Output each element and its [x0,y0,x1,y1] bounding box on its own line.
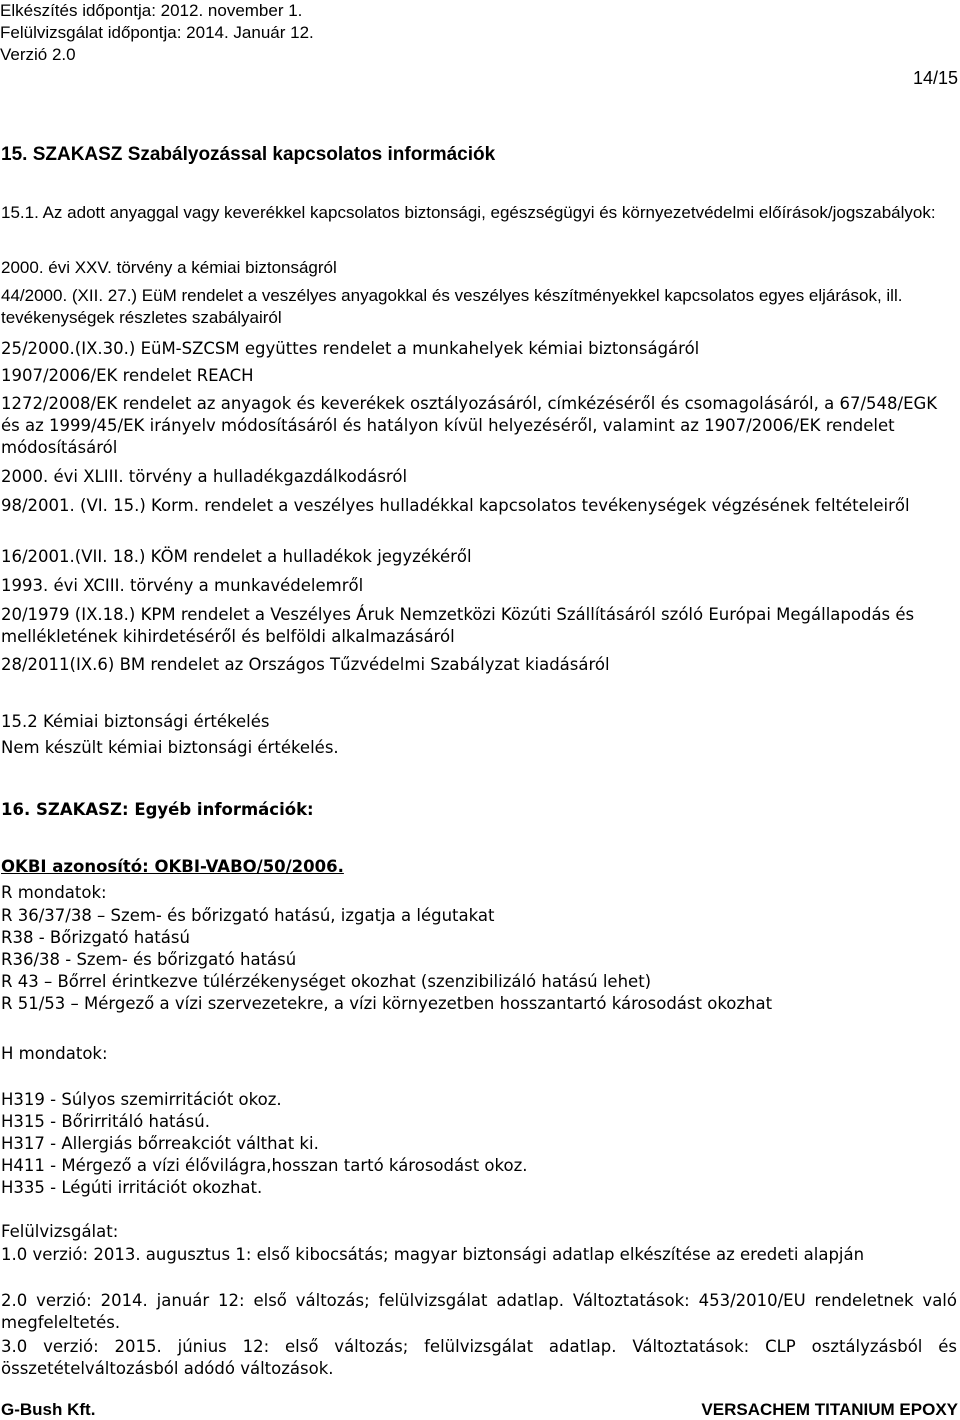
law-item: 1272/2008/EK rendelet az anyagok és keverékek osztályozásáról, címkézéséről és csomagolásáról, a 67/548/EGK és az 1999/45/EK irányelv módosításáról és hatályon kívül helyezéséről, valamint az 1907/2006/EK rendelet módosításáról [1,394,938,457]
review-label: Felülvizsgálat: [1,1222,119,1241]
header-reviewed: Felülvizsgálat időpontja: 2014. Január 12. [0,23,314,42]
h-phrase: H411 - Mérgező a vízi élővilágra,hosszan tartó károsodást okoz. [1,1156,528,1175]
header-version: Verzió 2.0 [0,45,76,64]
law-item: 44/2000. (XII. 27.) EüM rendelet a veszélyes anyagokkal és veszélyes készítményekkel kapcsolatos egyes eljárások, ill. tevékenységek részletes szabályairól [1,286,903,327]
r-phrase: R36/38 - Szem- és bőrizgató hatású [1,950,297,969]
law-item: 2000. évi XXV. törvény a kémiai biztonságról [1,258,337,277]
page-number: 14/15 [912,68,958,88]
section-15-2-title: 15.2 Kémiai biztonsági értékelés [1,712,270,731]
section-15-title: 15. SZAKASZ Szabályozással kapcsolatos információk [1,144,496,165]
law-item: 20/1979 (IX.18.) KPM rendelet a Veszélyes Áruk Nemzetközi Közúti Szállításáról szóló Európai Megállapodás és mellékletének kihirdetéséről és belföldi alkalmazásáról [1,605,915,646]
h-phrases-list [1,1089,527,1199]
okbi-id: OKBI azonosító: OKBI-VABO/50/2006. [1,857,344,876]
section-15-2-text: Nem készült kémiai biztonsági értékelés. [1,738,339,757]
h-phrase: H315 - Bőrirritáló hatású. [1,1112,210,1131]
section-16-title: 16. SZAKASZ: Egyéb információk: [1,800,314,819]
law-item: 16/2001.(VII. 18.) KÖM rendelet a hulladékok jegyzékéről [1,547,472,566]
header-created: Elkészítés időpontja: 2012. november 1. [0,1,303,20]
h-phrase: H317 - Allergiás bőrreakciót válthat ki. [1,1134,319,1153]
r-phrase: R 36/37/38 – Szem- és bőrizgató hatású, izgatja a légutakat [1,906,495,925]
r-phrases-list [1,905,772,1015]
h-phrase: H335 - Légúti irritációt okozhat. [1,1178,263,1197]
footer-product: VERSACHEM TITANIUM EPOXY [701,1400,958,1419]
r-phrase: R38 - Bőrizgató hatású [1,928,190,947]
review-item: 1.0 verzió: 2013. augusztus 1: első kibocsátás; magyar biztonsági adatlap elkészítése az eredeti alapján [1,1245,865,1264]
law-item: 25/2000.(IX.30.) EüM-SZCSM együttes rendelet a munkahelyek kémiai biztonságáról [1,339,700,358]
law-item: 1907/2006/EK rendelet REACH [1,366,254,385]
law-item: 28/2011(IX.6) BM rendelet az Országos Tűzvédelmi Szabályzat kiadásáról [1,655,610,674]
law-item: 2000. évi XLIII. törvény a hulladékgazdálkodásról [1,467,408,486]
review-item: 2.0 verzió: 2014. január 12: első változás; felülvizsgálat adatlap. Változtatások: 453/2010/EU rendeletnek való megfeleltetés. [1,1291,957,1332]
review-item: 3.0 verzió: 2015. június 12: első változás; felülvizsgálat adatlap. Változtatások: CLP osztályzásból és összetételváltozásból adódó változások. [1,1337,957,1378]
r-phrase: R 43 – Bőrrel érintkezve túlérzékenységet okozhat (szenzibilizáló hatású lehet) [1,972,652,991]
r-phrase: R 51/53 – Mérgező a vízi szervezetekre, a vízi környezetben hosszantartó károsodást okozhat [1,994,773,1013]
law-item: 98/2001. (VI. 15.) Korm. rendelet a veszélyes hulladékkal kapcsolatos tevékenységek végzésének feltételeiről [1,496,910,515]
section-15-1-title: 15.1. Az adott anyaggal vagy keverékkel kapcsolatos biztonsági, egészségügyi és környezetvédelmi előírások/jogszabályok: [1,203,936,222]
h-phrases-label: H mondatok: [1,1044,108,1063]
footer-company: G-Bush Kft. [1,1400,96,1419]
law-item: 1993. évi XCIII. törvény a munkavédelemről [1,576,364,595]
r-phrases-label: R mondatok: [1,883,107,902]
h-phrase: H319 - Súlyos szemirritációt okoz. [1,1090,282,1109]
